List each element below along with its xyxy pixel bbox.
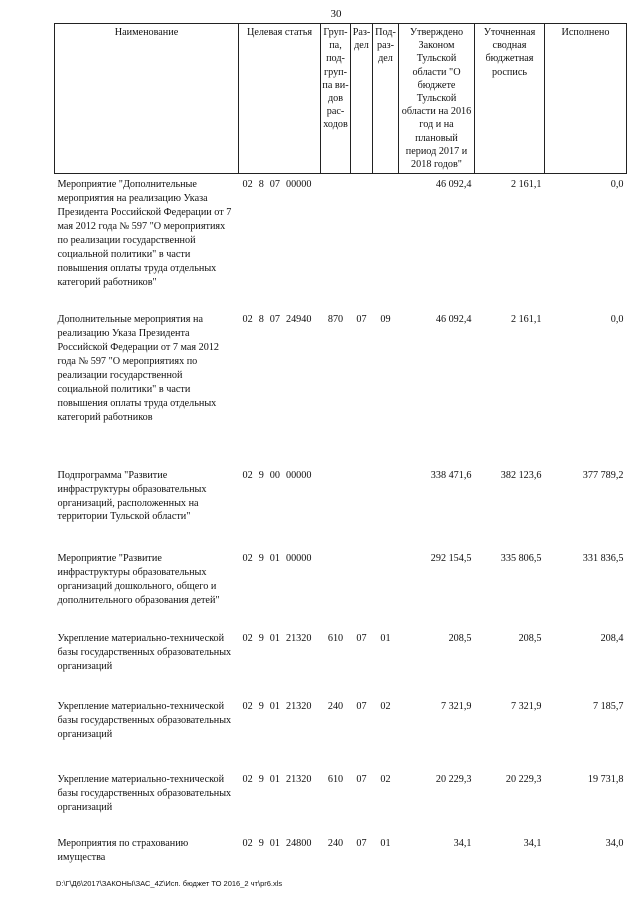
article-code-part: 24940 — [285, 314, 312, 326]
article-code-part: 07 — [269, 179, 280, 191]
row-group: 870 — [327, 314, 344, 326]
table-row — [55, 469, 627, 553]
row-refined: 20 229,3 — [505, 774, 542, 786]
row-article — [239, 174, 321, 314]
row-group — [321, 552, 351, 632]
article-code-part: 8 — [258, 179, 264, 191]
table-row — [55, 837, 627, 865]
row-refined: 2 161,1 — [510, 179, 542, 191]
file-path-footer: D:\Г\Д6\2017\ЗАКОНЫ\ЗАС_4Z\Исп. бюджет ТО 2016_2 чт\pr6.xls — [56, 879, 283, 888]
row-group: 240 — [327, 838, 344, 850]
row-name: Подпрограмма "Развитие инфраструктуры образовательных организаций, расположенных на территории Тульской области" — [57, 469, 207, 523]
row-executed: 208,4 — [600, 632, 624, 644]
row-subsection: 01 — [380, 632, 391, 644]
row-subsection — [373, 174, 399, 314]
row-article — [239, 313, 321, 468]
article-code-part: 02 — [242, 632, 253, 644]
row-section: 07 — [356, 314, 367, 326]
row-executed: 34,0 — [605, 838, 624, 850]
row-group: 240 — [327, 700, 344, 712]
article-code-part: 02 — [242, 469, 253, 481]
row-subsection: 02 — [380, 774, 391, 786]
article-code-part: 9 — [258, 774, 264, 786]
article-code-part: 02 — [242, 774, 253, 786]
row-subsection: 01 — [380, 838, 391, 850]
article-code-part: 00000 — [285, 553, 312, 565]
row-executed: 331 836,5 — [582, 553, 624, 565]
row-refined: 382 123,6 — [500, 469, 542, 481]
row-article — [239, 700, 321, 774]
row-approved: 292 154,5 — [430, 553, 472, 565]
row-subsection — [373, 552, 399, 632]
row-group — [321, 469, 351, 553]
row-approved: 20 229,3 — [435, 774, 472, 786]
row-refined: 2 161,1 — [510, 314, 542, 326]
article-code-part: 00 — [269, 469, 280, 481]
table-row — [55, 632, 627, 700]
article-code-part: 01 — [269, 700, 280, 712]
article-code-part: 21320 — [285, 774, 312, 786]
row-name: Укрепление материально-технической базы государственных образовательных организаций — [57, 700, 232, 740]
row-section — [351, 469, 373, 553]
article-code-part: 07 — [269, 314, 280, 326]
row-section: 07 — [356, 700, 367, 712]
row-group: 610 — [327, 632, 344, 644]
article-code-part: 02 — [242, 553, 253, 565]
row-approved: 338 471,6 — [430, 469, 472, 481]
row-approved: 208,5 — [448, 632, 472, 644]
article-code-part: 01 — [269, 632, 280, 644]
header-refined: Уточненная сводная бюджетная роспись — [475, 24, 545, 174]
row-approved: 34,1 — [453, 838, 472, 850]
header-section: Раз-дел — [351, 24, 373, 174]
row-name: Мероприятия по страхованию имущества — [57, 838, 189, 864]
row-name: Мероприятие "Развитие инфраструктуры образовательных организаций дошкольного, общего и дополнительного образования детей" — [57, 553, 220, 607]
row-name: Укрепление материально-технической базы государственных образовательных организаций — [57, 632, 232, 672]
row-name: Мероприятие "Дополнительные мероприятия на реализацию Указа Президента Российской Федерации от 7 мая 2012 года № 597 "О мероприятиях по реализации государственной социальной политики" в части повышения оплаты труда отдельных категорий работников" — [57, 179, 232, 288]
row-subsection: 02 — [380, 700, 391, 712]
row-article — [239, 632, 321, 700]
table-row — [55, 174, 627, 314]
row-executed: 19 731,8 — [587, 774, 624, 786]
table-row — [55, 700, 627, 774]
row-approved: 46 092,4 — [435, 179, 472, 191]
row-section: 07 — [356, 632, 367, 644]
article-code-part: 02 — [242, 179, 253, 191]
row-article — [239, 837, 321, 865]
row-group — [321, 174, 351, 314]
header-row — [55, 24, 627, 174]
row-executed: 0,0 — [610, 314, 624, 326]
article-code-part: 9 — [258, 838, 264, 850]
row-section: 07 — [356, 838, 367, 850]
article-code-part: 02 — [242, 314, 253, 326]
header-approved: Утверждено Законом Тульской области "О бюджете Тульской области на 2016 год и на плановый период 2017 и 2018 годов" — [399, 24, 475, 174]
row-refined: 7 321,9 — [510, 700, 542, 712]
row-executed: 7 185,7 — [592, 700, 624, 712]
header-article: Целевая статья — [239, 24, 321, 174]
article-code-part: 00000 — [285, 469, 312, 481]
row-article — [239, 773, 321, 837]
row-executed: 0,0 — [610, 179, 624, 191]
header-group: Груп-па, под-груп-па ви-дов рас-ходов — [321, 24, 351, 174]
article-code-part: 9 — [258, 700, 264, 712]
article-code-part: 02 — [242, 838, 253, 850]
row-name: Укрепление материально-технической базы государственных образовательных организаций — [57, 774, 232, 814]
row-name: Дополнительные мероприятия на реализацию Указа Президента Российской Федерации от 7 мая 2012 года № 597 "О мероприятиях по реализации государственной социальной политики" в части повышения оплаты труда отдельных категорий работников — [57, 314, 220, 423]
article-code-part: 01 — [269, 774, 280, 786]
header-subsection: Под-раз-дел — [373, 24, 399, 174]
row-article — [239, 469, 321, 553]
article-code-part: 02 — [242, 700, 253, 712]
row-approved: 7 321,9 — [440, 700, 472, 712]
table-body — [55, 174, 627, 865]
row-section: 07 — [356, 774, 367, 786]
row-section — [351, 552, 373, 632]
header-executed: Исполнено — [545, 24, 627, 174]
row-section — [351, 174, 373, 314]
article-code-part: 9 — [258, 469, 264, 481]
table-row — [55, 552, 627, 632]
row-approved: 46 092,4 — [435, 314, 472, 326]
article-code-part: 9 — [258, 632, 264, 644]
row-refined: 208,5 — [518, 632, 542, 644]
row-refined: 335 806,5 — [500, 553, 542, 565]
row-executed: 377 789,2 — [582, 469, 624, 481]
article-code-part: 21320 — [285, 700, 312, 712]
article-code-part: 24800 — [285, 838, 312, 850]
page-number: 30 — [330, 8, 342, 20]
row-subsection — [373, 469, 399, 553]
budget-table — [54, 23, 627, 865]
row-refined: 34,1 — [523, 838, 542, 850]
article-code-part: 01 — [269, 553, 280, 565]
article-code-part: 01 — [269, 838, 280, 850]
table-row — [55, 313, 627, 468]
row-subsection: 09 — [380, 314, 391, 326]
header-name: Наименование — [55, 24, 239, 174]
table-row — [55, 773, 627, 837]
article-code-part: 21320 — [285, 632, 312, 644]
row-article — [239, 552, 321, 632]
article-code-part: 9 — [258, 553, 264, 565]
article-code-part: 8 — [258, 314, 264, 326]
row-group: 610 — [327, 774, 344, 786]
article-code-part: 00000 — [285, 179, 312, 191]
